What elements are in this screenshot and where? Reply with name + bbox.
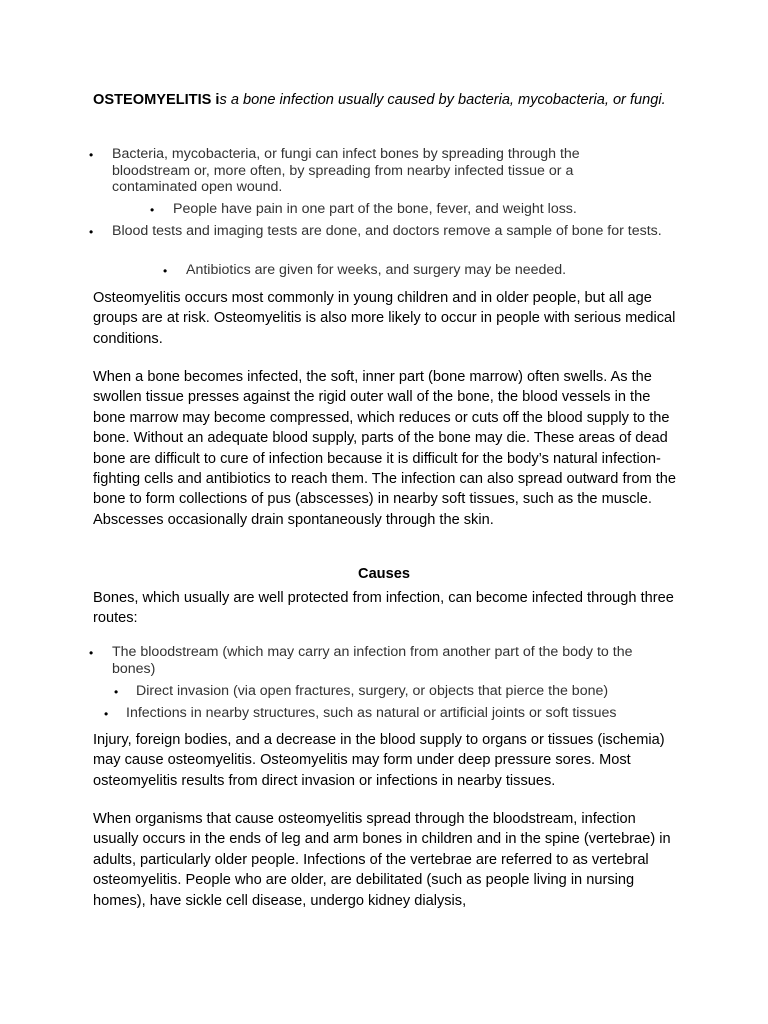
cause-bullet-2: Direct invasion (via open fractures, surgery, or objects that pierce the bone) — [136, 683, 609, 699]
intro-term: OSTEOMYELITIS i — [93, 92, 220, 108]
bullet-dot: • — [150, 203, 155, 217]
intro-definition: s a bone infection usually caused by bacteria, mycobacteria, or fungi. — [219, 92, 666, 108]
bullet-dot: • — [163, 264, 168, 278]
bullet-dot: • — [89, 225, 94, 239]
bullet-dot: • — [89, 148, 94, 162]
intro-paragraph — [93, 90, 683, 110]
cause-bullet-3: Infections in nearby structures, such as natural or artificial joints or soft tissues — [126, 705, 617, 721]
bullet-item-1: Bacteria, mycobacteria, or fungi can infect bones by spreading through the bloodstream or, more often, by spreading from nearby infected tissue or a contaminated open wound. — [112, 146, 580, 196]
bullet-dot: • — [89, 646, 94, 660]
causes-paragraph-1: Injury, foreign bodies, and a decrease in the blood supply to organs or tissues (ischemia) may cause osteomyelitis. Osteomyelitis may form under deep pressure sores. Most osteomyelitis results from direct invasion or infections in nearby tissues. — [93, 732, 665, 789]
bullet-dot: • — [104, 707, 109, 721]
section-heading-causes: Causes — [358, 566, 410, 582]
bullet-item-3: Blood tests and imaging tests are done, and doctors remove a sample of bone for tests. — [112, 223, 662, 239]
cause-bullet-1: The bloodstream (which may carry an infection from another part of the body to the bones) — [112, 644, 633, 677]
bullet-dot: • — [114, 685, 119, 699]
body-paragraph-2: When a bone becomes infected, the soft, inner part (bone marrow) often swells. As the swollen tissue presses against the rigid outer wall of the bone, the blood vessels in the bone marrow may become compressed, which reduces or cuts off the blood supply to the bone. Without an adequate blood supply, parts of the bone may die. These areas of dead bone are difficult to cure of infection because it is difficult for the body’s natural infection-fighting cells and antibiotics to reach them. The infection can also spread outward from the bone to form collections of pus (abscesses) in nearby soft tissues, such as the muscle. Abscesses occasionally drain spontaneously through the skin. — [93, 369, 676, 528]
causes-paragraph-2: When organisms that cause osteomyelitis spread through the bloodstream, infection usually occurs in the ends of leg and arm bones in children and in the spine (vertebrae) in adults, particularly older people. Infections of the vertebrae are referred to as vertebral osteomyelitis. People who are older, are debilitated (such as people living in nursing homes), have sickle cell disease, undergo kidney dialysis, — [93, 811, 671, 909]
causes-intro: Bones, which usually are well protected from infection, can become infected through three routes: — [93, 590, 674, 627]
bullet-item-4: Antibiotics are given for weeks, and surgery may be needed. — [186, 262, 567, 278]
bullet-item-2: People have pain in one part of the bone, fever, and weight loss. — [173, 201, 577, 217]
body-paragraph-1: Osteomyelitis occurs most commonly in young children and in older people, but all age groups are at risk. Osteomyelitis is also more likely to occur in people with serious medical conditions. — [93, 290, 676, 347]
